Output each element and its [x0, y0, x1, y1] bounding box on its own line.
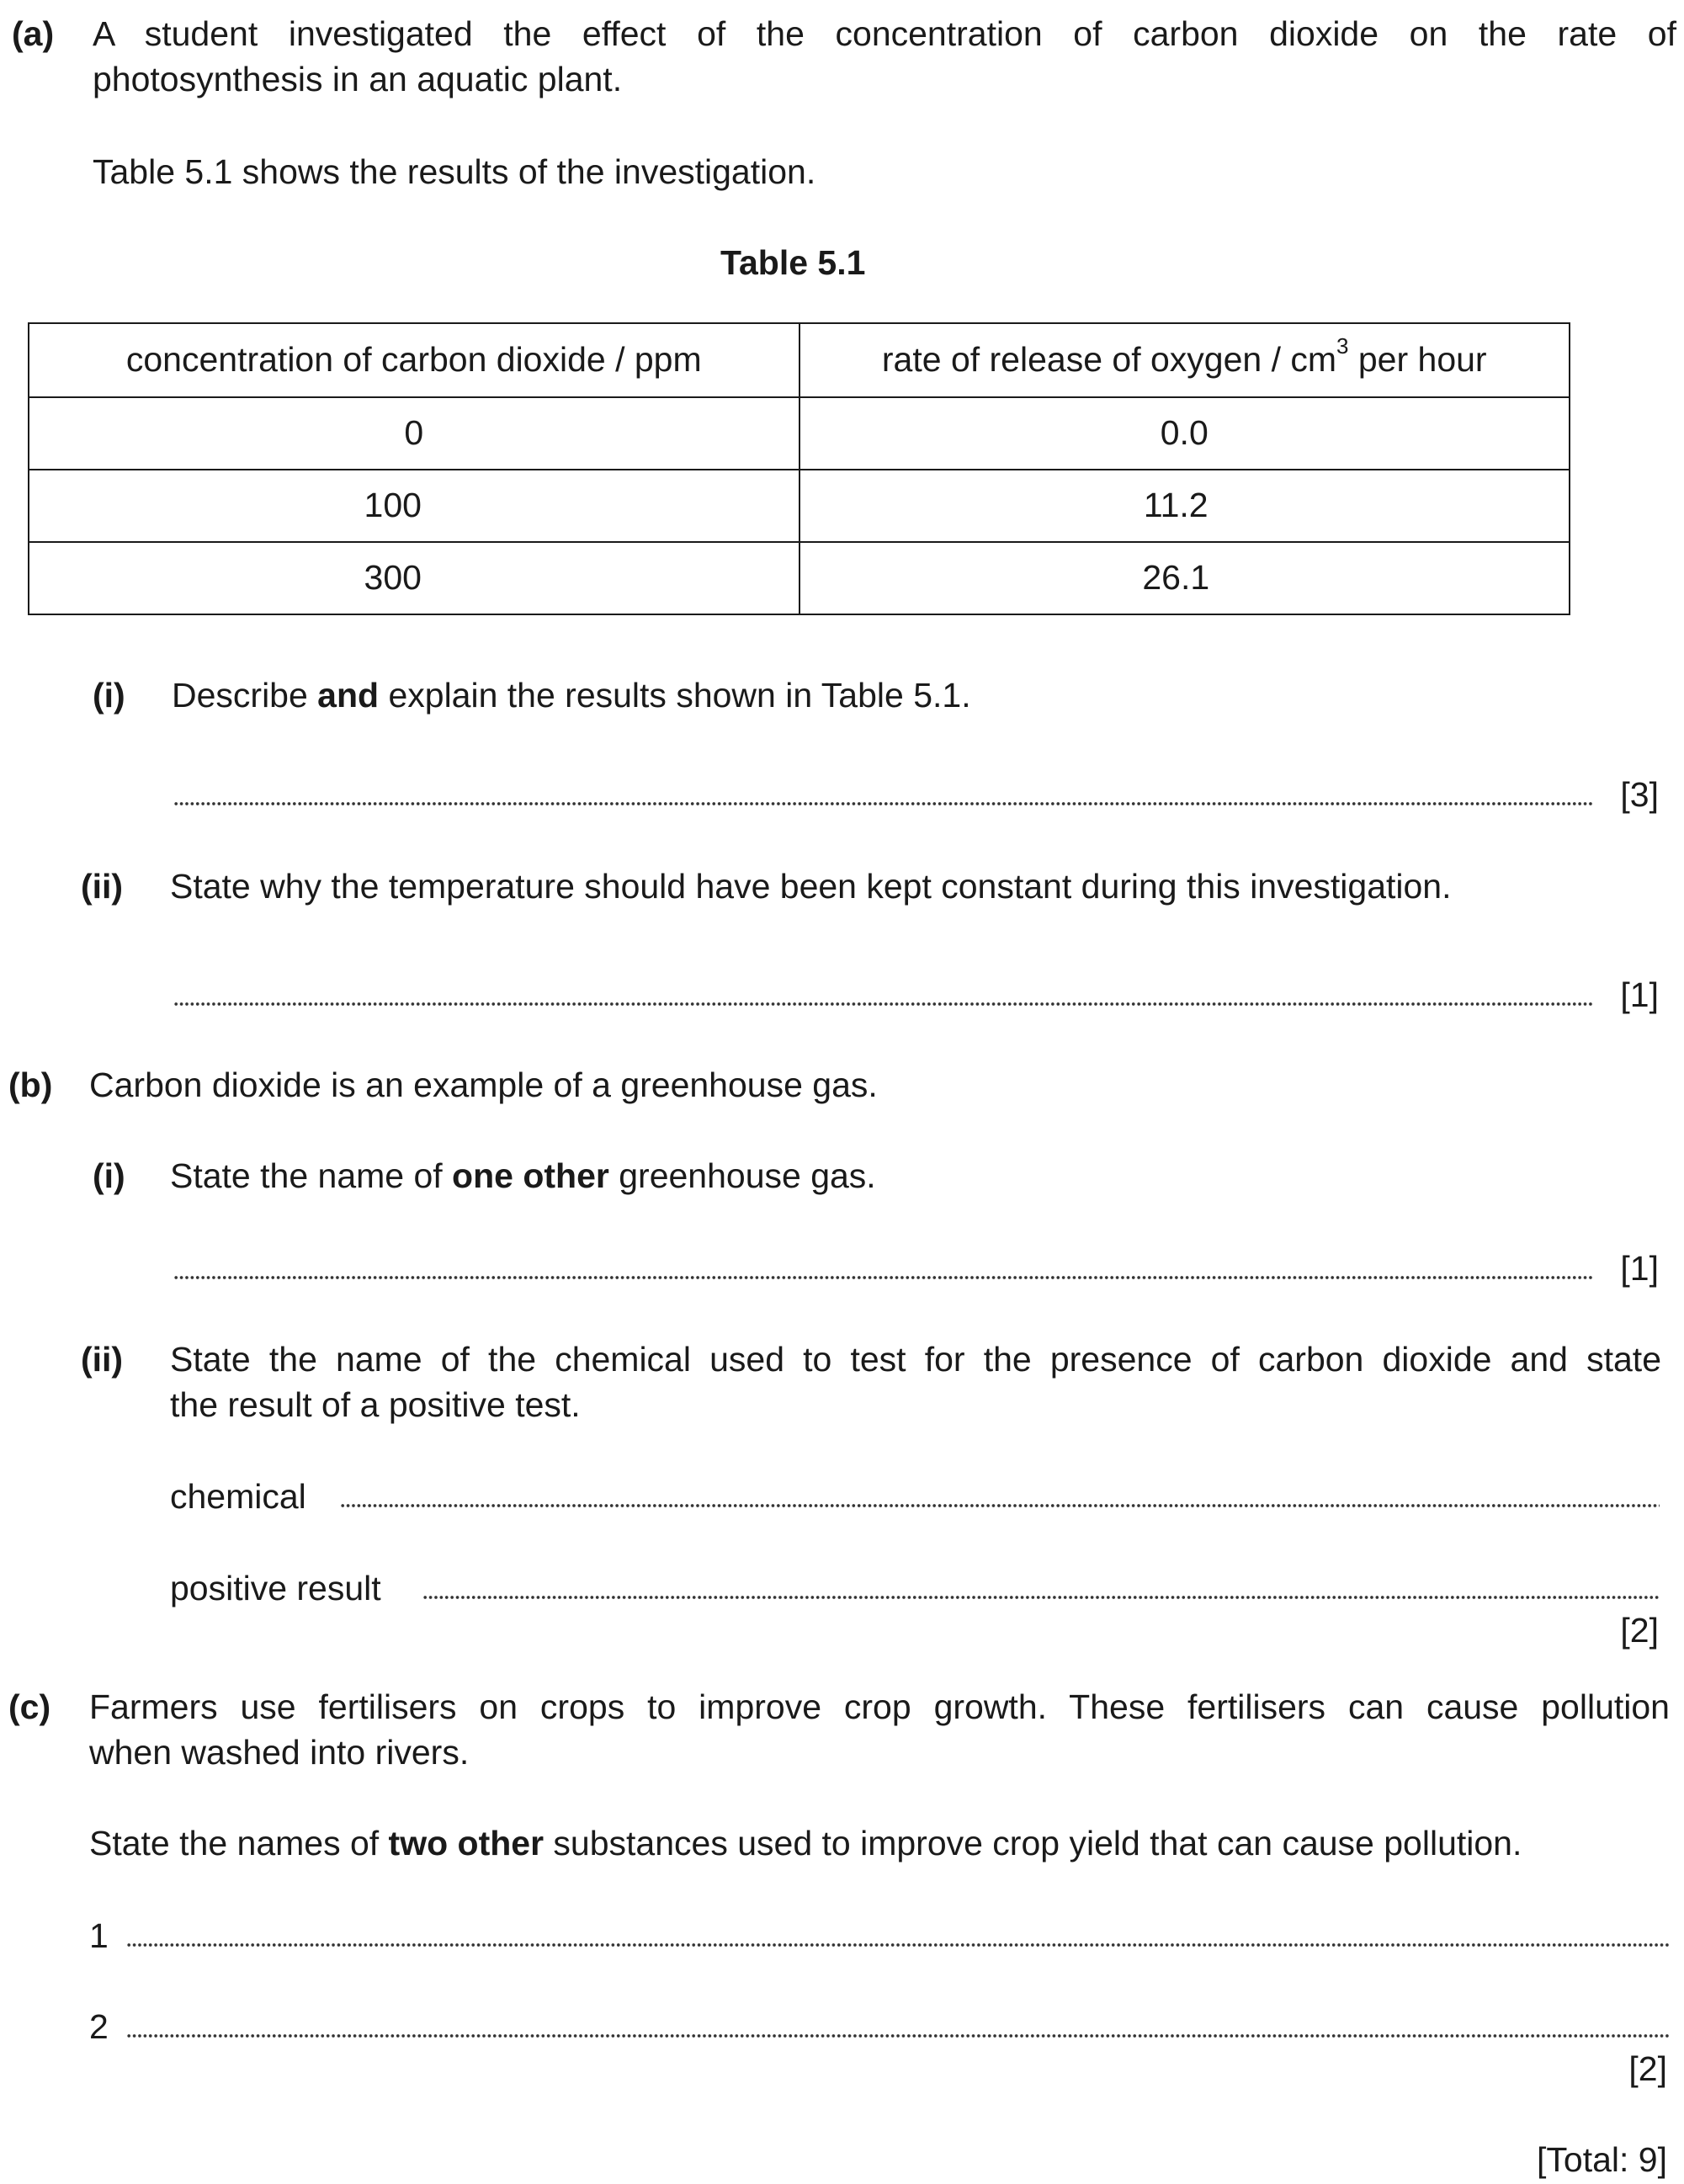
part-a-i-marks: [3]	[1620, 775, 1659, 814]
answer-2-label: 2	[89, 2007, 109, 2046]
chemical-answer-line[interactable]	[340, 1476, 1660, 1511]
part-b-i-question: State the name of one other greenhouse gas.	[170, 1156, 876, 1195]
table-cell-co2: 100	[29, 470, 800, 542]
part-a-i-answer-line[interactable]	[173, 774, 1594, 809]
part-a-ii-question: State why the temperature should have been kept constant during this investigation.	[170, 867, 1452, 906]
part-a-intro-line2: photosynthesis in an aquatic plant.	[93, 60, 623, 98]
part-c-question: State the names of two other substances used to improve crop yield that can cause pollution.	[89, 1824, 1522, 1863]
part-a-i-question: Describe and explain the results shown in Table 5.1.	[172, 676, 971, 715]
part-b-i-marks: [1]	[1620, 1249, 1659, 1288]
part-a-label: (a)	[12, 14, 55, 53]
part-a-ii-label: (ii)	[81, 867, 124, 906]
table-cell-co2: 0	[29, 397, 800, 470]
part-b-ii-question-line2: the result of a positive test.	[170, 1385, 581, 1424]
part-b-label: (b)	[8, 1065, 53, 1104]
part-a-intro-line1: A student investigated the effect of the concentration of carbon dioxide on the rate of	[93, 14, 1676, 53]
table-cell-rate: 0.0	[800, 397, 1570, 470]
part-b-i-label: (i)	[93, 1156, 125, 1195]
answer-2-line[interactable]	[126, 2006, 1670, 2041]
part-c-label: (c)	[8, 1687, 51, 1726]
results-table	[28, 322, 1570, 615]
table-row	[29, 470, 1570, 542]
answer-1-label: 1	[89, 1916, 109, 1955]
table-cell-co2: 300	[29, 542, 800, 614]
part-c-marks: [2]	[1628, 2049, 1667, 2088]
positive-result-label: positive result	[170, 1569, 381, 1607]
chemical-label: chemical	[170, 1477, 306, 1516]
table-intro: Table 5.1 shows the results of the investigation.	[93, 152, 816, 191]
part-a-i-label: (i)	[93, 676, 125, 715]
table-title: Table 5.1	[720, 243, 866, 282]
part-a-ii-marks: [1]	[1620, 975, 1659, 1014]
part-a-ii-answer-line[interactable]	[173, 975, 1594, 1009]
part-b-intro: Carbon dioxide is an example of a greenhouse gas.	[89, 1065, 878, 1104]
table-header-co2: concentration of carbon dioxide / ppm	[29, 323, 800, 397]
table-cell-rate: 26.1	[800, 542, 1570, 614]
table-cell-rate: 11.2	[800, 470, 1570, 542]
total-marks: [Total: 9]	[1537, 2140, 1667, 2179]
table-header-row	[29, 323, 1570, 397]
table-row	[29, 542, 1570, 614]
table-row	[29, 397, 1570, 470]
part-b-ii-question-line1: State the name of the chemical used to test for the presence of carbon dioxide and state	[170, 1340, 1661, 1379]
table-header-rate: rate of release of oxygen / $cm^3$ per hour	[800, 323, 1570, 397]
part-b-i-answer-line[interactable]	[173, 1248, 1594, 1283]
part-c-intro-line2: when washed into rivers.	[89, 1733, 470, 1772]
part-b-ii-label: (ii)	[81, 1340, 124, 1379]
answer-1-line[interactable]	[126, 1916, 1670, 1950]
part-c-intro-line1: Farmers use fertilisers on crops to improve crop growth. These fertilisers can cause pollution	[89, 1687, 1670, 1726]
positive-result-answer-line[interactable]	[422, 1568, 1660, 1602]
part-b-ii-marks: [2]	[1620, 1611, 1659, 1650]
